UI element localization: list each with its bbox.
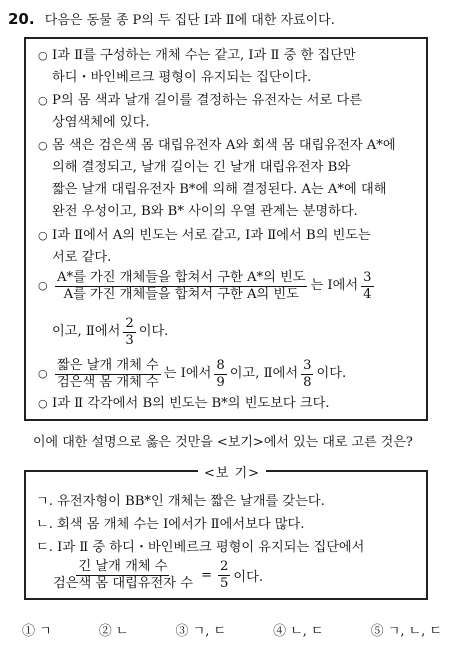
data-text: 는 Ⅰ에서 xyxy=(310,278,359,294)
data-text: 상염색체에 있다. xyxy=(52,115,150,130)
bogi-box xyxy=(24,466,428,600)
equals-sign: = xyxy=(200,567,213,583)
bullet-icon: ○ xyxy=(38,229,48,242)
data-box xyxy=(24,37,428,421)
question-number: 20. xyxy=(8,10,35,28)
question-header xyxy=(8,9,453,28)
choice-4[interactable]: ④ ㄴ, ㄷ xyxy=(273,624,324,639)
bogi-statement-b: ㄴ. 회색 몸 개체 수는 Ⅰ에서가 Ⅱ에서보다 많다. xyxy=(36,517,305,532)
data-text: 하디・바인베르크 평형이 유지되는 집단이다. xyxy=(52,70,312,85)
data-text: Ⅰ과 Ⅱ를 구성하는 개체 수는 같고, Ⅰ과 Ⅱ 중 한 집단만 xyxy=(52,48,356,63)
question-prompt: 이에 대한 설명으로 옳은 것만을 <보기>에서 있는 대로 고른 것은? xyxy=(33,435,413,450)
data-text: 몸 색은 검은색 몸 대립유전자 A와 회색 몸 대립유전자 A*에 xyxy=(52,138,396,153)
data-text: 의해 결정되고, 날개 길이는 긴 날개 대립유전자 B와 xyxy=(52,160,351,175)
count-ratio: $\frac{\text{짧은 날개 개체 수}}{\text{검은색 몸 개체 수}}$ xyxy=(57,358,159,390)
bullet-icon: ○ xyxy=(38,49,48,62)
bogi-ratio: $\frac{\text{긴 날개 개체 수}}{\text{검은색 몸 대립유전자 수}}$ xyxy=(53,559,193,591)
bullet-icon: ○ xyxy=(38,279,48,293)
data-text: 짧은 날개 대립유전자 B*에 의해 결정된다. A는 A*에 대해 xyxy=(52,182,387,197)
bogi-statement-c: ㄷ. Ⅰ과 Ⅱ 중 하디・바인베르크 평형이 유지되는 집단에서 xyxy=(36,540,365,555)
data-text: 이고, Ⅱ에서 xyxy=(229,366,299,382)
data-text: Ⅰ과 Ⅱ 각각에서 B의 빈도는 B*의 빈도보다 크다. xyxy=(52,396,330,411)
bogi-statement-c-formula xyxy=(48,560,263,591)
data-text: 이다. xyxy=(233,569,264,585)
data-text: 서로 같다. xyxy=(52,250,112,265)
bullet-icon: ○ xyxy=(38,397,48,410)
choice-2[interactable]: ② ㄴ xyxy=(98,624,129,639)
allele-frequency-ratio: $\frac{\text{A*를 가진 개체들을 합쳐서 구한 A*의 빈도}}{\text{A를 가진 개체들을 합쳐서 구한 A의 빈도}}$ xyxy=(57,270,306,302)
data-text: 이다. xyxy=(316,366,347,382)
value-fraction-2: $\frac{2}{3}$ xyxy=(125,316,134,348)
choice-1[interactable]: ① ㄱ xyxy=(22,624,52,639)
answer-choices xyxy=(22,620,442,639)
bullet-icon: ○ xyxy=(38,367,48,381)
bogi-value-fraction: $\frac{2}{5}$ xyxy=(220,559,229,591)
data-text: 는 Ⅰ에서 xyxy=(163,366,212,382)
data-text: Ⅰ과 Ⅱ에서 A의 빈도는 서로 같고, Ⅰ과 Ⅱ에서 B의 빈도는 xyxy=(52,228,371,243)
choice-3[interactable]: ③ ㄱ, ㄷ xyxy=(175,624,227,639)
question-text: 다음은 동물 종 P의 두 집단 Ⅰ과 Ⅱ에 대한 자료이다. xyxy=(44,13,335,28)
value-fraction-1: $\frac{3}{4}$ xyxy=(363,270,372,302)
data-text: 이다. xyxy=(138,324,169,340)
value-fraction-3: $\frac{8}{9}$ xyxy=(216,358,225,390)
data-text: 완전 우성이고, B와 B* 사이의 우열 관계는 분명하다. xyxy=(52,204,358,219)
bullet-icon: ○ xyxy=(38,139,48,152)
bogi-statement-a: ㄱ. 유전자형이 BB*인 개체는 짧은 날개를 갖는다. xyxy=(36,494,325,509)
choice-5[interactable]: ⑤ ㄱ, ㄴ, ㄷ xyxy=(370,624,442,639)
bogi-title: <보 기> xyxy=(198,462,266,481)
data-text: 이고, Ⅱ에서 xyxy=(52,324,121,340)
data-text: P의 몸 색과 날개 길이를 결정하는 유전자는 서로 다른 xyxy=(52,93,362,108)
bullet-icon: ○ xyxy=(38,94,48,107)
value-fraction-4: $\frac{3}{8}$ xyxy=(303,358,312,390)
